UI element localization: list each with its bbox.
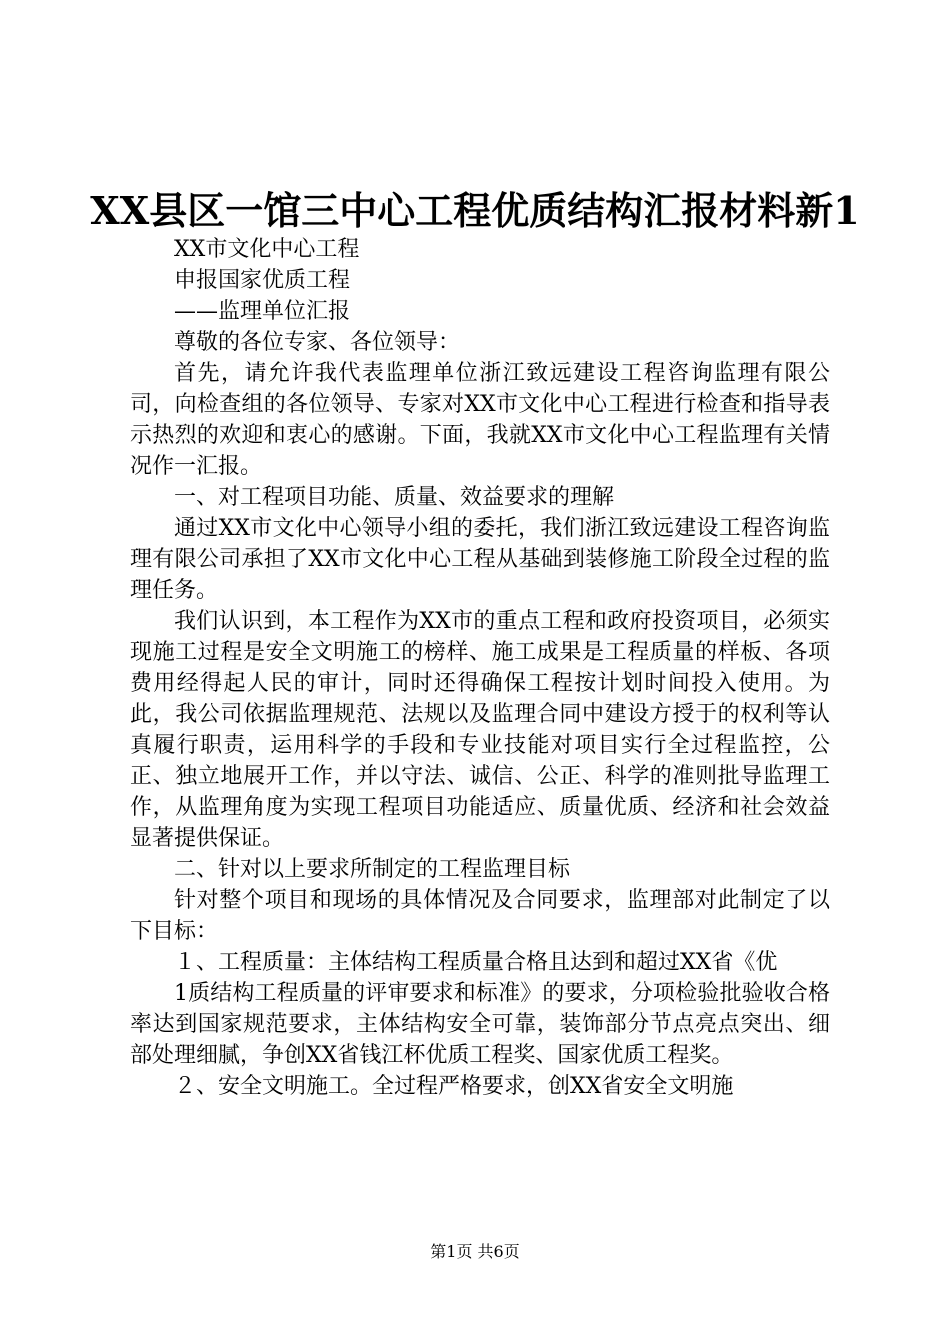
paragraph-intro: 首先，请允许我代表监理单位浙江致远建设工程咨询监理有限公司，向检查组的各位领导、专家对XX市文化中心工程进行检查和指导表示热烈的欢迎和衷心的感谢。下面，我就XX市文化中心工程监理有关情况作一汇报。 [130,361,830,479]
paragraph-goal-quality: １、工程质量：主体结构工程质量合格且达到和超过XX省《优 [174,950,778,975]
paragraph-understanding: 我们认识到，本工程作为XX市的重点工程和政府投资项目，必须实现施工过程是安全文明施工的榜样、施工成果是工程质量的样板、各项费用经得起人民的审计，同时还得确保工程按计划时间投入使用。为此，我公司依据监理规范、法规以及监理合同中建设方授于的权利等认真履行职责，运用科学的手段和专业技能对项目实行全过程监控，公正、独立地展开工作，并以守法、诚信、公正、科学的准则批导监理工作，从监理角度为实现工程项目功能适应、质量优质、经济和社会效益显著提供保证。 [130,609,830,851]
document-body [130,234,830,1102]
paragraph-subtitle-2: 申报国家优质工程 [174,268,351,293]
document-title: XX县区一馆三中心工程优质结构汇报材料新1 [90,188,860,233]
paragraph-subtitle-3: ——监理单位汇报 [174,299,351,324]
section-heading-2: 二、针对以上要求所制定的工程监理目标 [174,857,571,882]
paragraph-goal-quality-cont: 1质结构工程质量的评审要求和标准》的要求，分项检验批验收合格率达到国家规范要求，主体结构安全可靠，装饰部分节点亮点突出、细部处理细腻，争创XX省钱江杯优质工程奖、国家优质工程奖。 [130,981,830,1068]
paragraph-commission: 通过XX市文化中心领导小组的委托，我们浙江致远建设工程咨询监理有限公司承担了XX市文化中心工程从基础到装修施工阶段全过程的监理任务。 [130,516,830,603]
page-number-footer: 第1页 共6页 [430,1242,520,1261]
paragraph-goals-intro: 针对整个项目和现场的具体情况及合同要求，监理部对此制定了以下目标： [130,888,830,944]
paragraph-subtitle-1: XX市文化中心工程 [174,237,360,262]
paragraph-goal-safety: ２、安全文明施工。全过程严格要求，创XX省安全文明施 [174,1074,734,1099]
section-heading-1: 一、对工程项目功能、质量、效益要求的理解 [174,485,615,510]
paragraph-salutation: 尊敬的各位专家、各位领导： [174,330,461,355]
